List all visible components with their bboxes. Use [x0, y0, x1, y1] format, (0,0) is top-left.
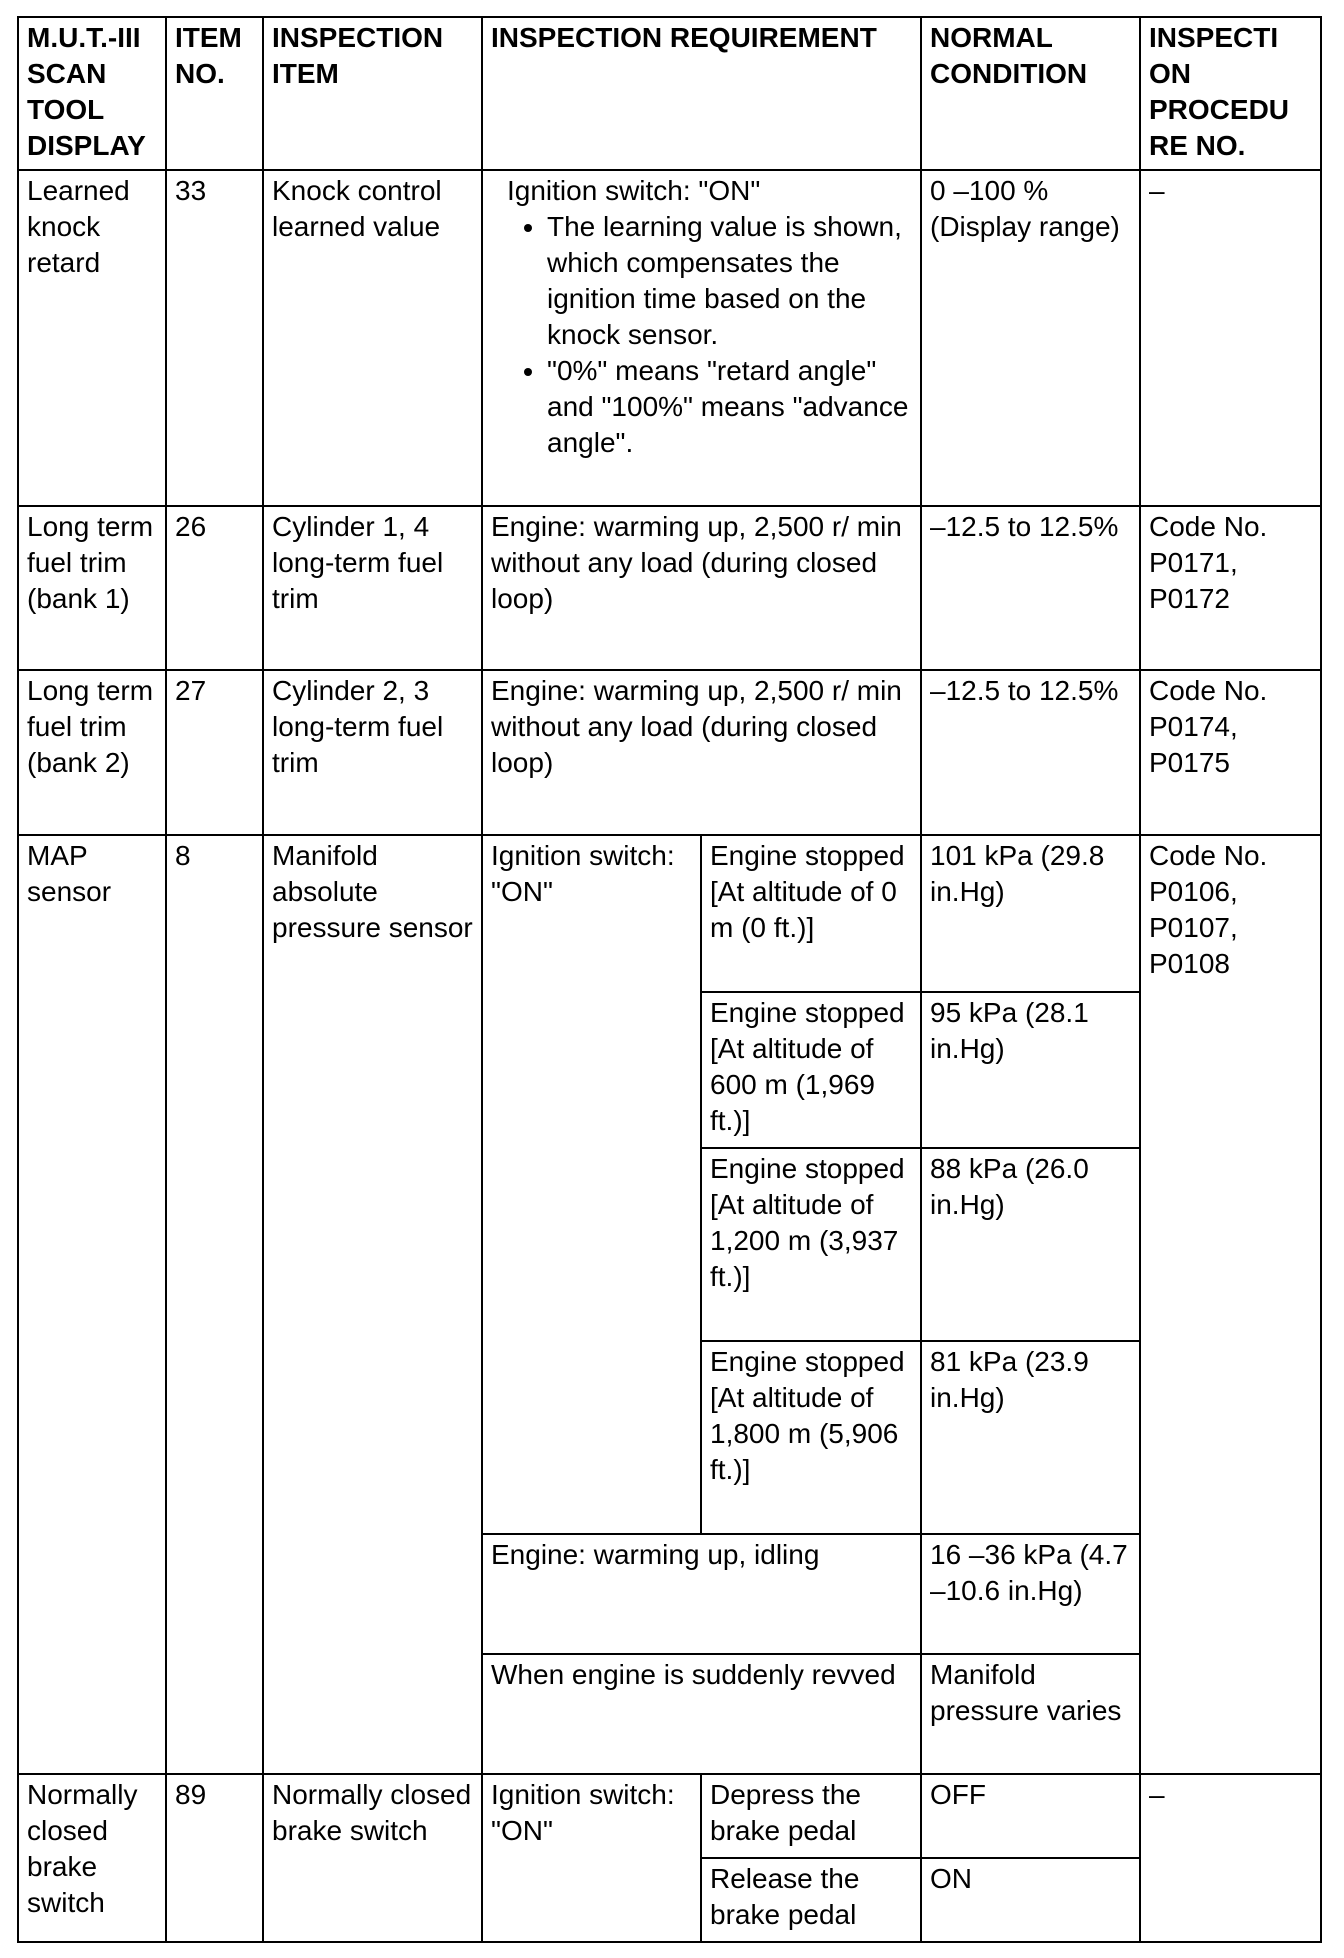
map-condition: Ignition switch: "ON"	[482, 835, 701, 1534]
header-inspection-item: INSPECTION ITEM	[263, 17, 482, 170]
inspection-table	[17, 16, 1322, 1943]
header-normal-condition: NORMAL CONDITION	[921, 17, 1140, 170]
brake-normal: ON	[921, 1858, 1140, 1942]
row-ltft-bank2	[18, 670, 1321, 835]
brake-item-no: 89	[166, 1774, 263, 1942]
knock-item-no: 33	[166, 170, 263, 506]
knock-procedure: –	[1140, 170, 1321, 506]
knock-item: Knock control learned value	[263, 170, 482, 506]
brake-procedure: –	[1140, 1774, 1321, 1942]
map-state: Engine stopped [At altitude of 1,800 m (5,906 ft.)]	[701, 1341, 921, 1534]
brake-item: Normally closed brake switch	[263, 1774, 482, 1942]
knock-requirement-notes	[491, 209, 912, 461]
map-normal: 88 kPa (26.0 in.Hg)	[921, 1148, 1140, 1341]
header-procedure-no: INSPECTI ON PROCEDU RE NO.	[1140, 17, 1321, 170]
ltft2-requirement: Engine: warming up, 2,500 r/ min without any load (during closed loop)	[482, 670, 921, 835]
map-revved-normal: Manifold pressure varies	[921, 1654, 1140, 1774]
ltft2-normal: –12.5 to 12.5%	[921, 670, 1140, 835]
row-map-sensor	[18, 835, 1321, 992]
ltft2-item-no: 27	[166, 670, 263, 835]
row-brake-switch	[18, 1774, 1321, 1858]
brake-state: Depress the brake pedal	[701, 1774, 921, 1858]
knock-requirement	[482, 170, 921, 506]
map-state: Engine stopped [At altitude of 600 m (1,969 ft.)]	[701, 992, 921, 1148]
map-state: Engine stopped [At altitude of 0 m (0 ft.)]	[701, 835, 921, 992]
ltft1-display: Long term fuel trim (bank 1)	[18, 506, 166, 670]
map-idle-requirement: Engine: warming up, idling	[482, 1534, 921, 1654]
brake-display: Normally closed brake switch	[18, 1774, 166, 1942]
ltft2-item: Cylinder 2, 3 long-term fuel trim	[263, 670, 482, 835]
ltft1-procedure: Code No. P0171, P0172	[1140, 506, 1321, 670]
row-ltft-bank1	[18, 506, 1321, 670]
knock-note: • "0%" means "retard angle" and "100%" means "advance angle".	[547, 353, 912, 461]
brake-normal: OFF	[921, 1774, 1140, 1858]
knock-requirement-condition: Ignition switch: "ON"	[507, 175, 761, 206]
map-normal: 95 kPa (28.1 in.Hg)	[921, 992, 1140, 1148]
ltft1-requirement: Engine: warming up, 2,500 r/ min without any load (during closed loop)	[482, 506, 921, 670]
map-state: Engine stopped [At altitude of 1,200 m (3,937 ft.)]	[701, 1148, 921, 1341]
header-display: M.U.T.-III SCAN TOOL DISPLAY	[18, 17, 166, 170]
ltft1-item-no: 26	[166, 506, 263, 670]
map-revved-requirement: When engine is suddenly revved	[482, 1654, 921, 1774]
header-item-no: ITEM NO.	[166, 17, 263, 170]
ltft2-procedure: Code No. P0174, P0175	[1140, 670, 1321, 835]
knock-normal: 0 –100 % (Display range)	[921, 170, 1140, 506]
map-item-no: 8	[166, 835, 263, 1774]
ltft1-normal: –12.5 to 12.5%	[921, 506, 1140, 670]
knock-note: • The learning value is shown, which compensates the ignition time based on the knock sensor.	[547, 209, 912, 353]
map-normal: 81 kPa (23.9 in.Hg)	[921, 1341, 1140, 1534]
brake-condition: Ignition switch: "ON"	[482, 1774, 701, 1942]
map-display: MAP sensor	[18, 835, 166, 1774]
knock-display: Learned knock retard	[18, 170, 166, 506]
ltft1-item: Cylinder 1, 4 long-term fuel trim	[263, 506, 482, 670]
ltft2-display: Long term fuel trim (bank 2)	[18, 670, 166, 835]
brake-state: Release the brake pedal	[701, 1858, 921, 1942]
header-inspection-requirement: INSPECTION REQUIREMENT	[482, 17, 921, 170]
map-procedure: Code No. P0106, P0107, P0108	[1140, 835, 1321, 1774]
header-row	[18, 17, 1321, 170]
map-normal: 101 kPa (29.8 in.Hg)	[921, 835, 1140, 992]
map-item: Manifold absolute pressure sensor	[263, 835, 482, 1774]
row-knock-retard	[18, 170, 1321, 506]
map-idle-normal: 16 –36 kPa (4.7 –10.6 in.Hg)	[921, 1534, 1140, 1654]
